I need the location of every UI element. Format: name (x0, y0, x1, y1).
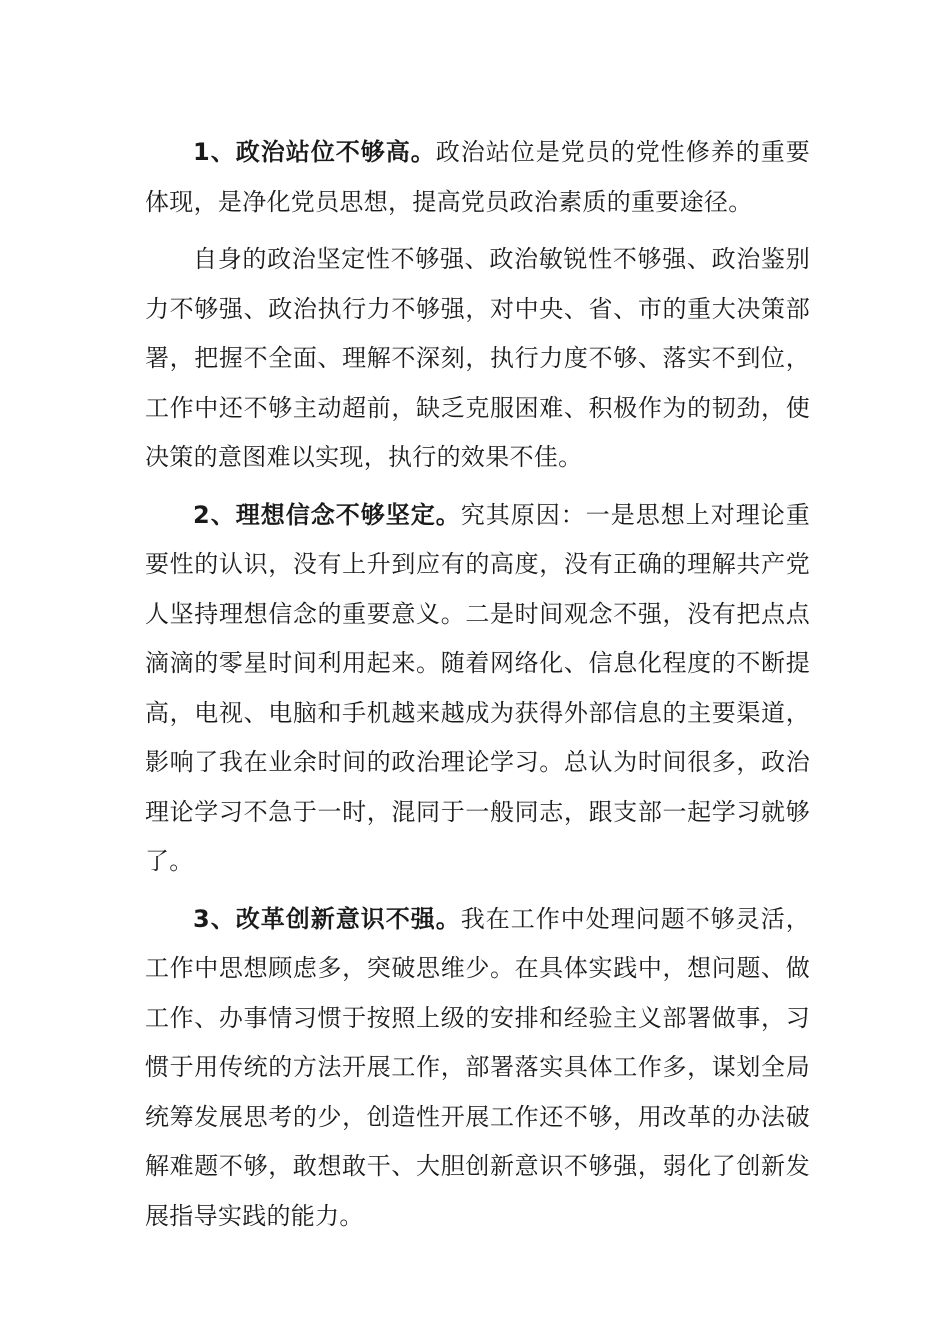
paragraph-text: 政治站位是党员的党性修养的重要体现，是净化党员思想，提高党员政治素质的重要途径。 (145, 138, 811, 216)
paragraph-heading: 2、理想信念不够坚定。 (193, 500, 461, 529)
paragraph-heading: 3、改革创新意识不强。 (193, 904, 461, 933)
paragraph-text: 自身的政治坚定性不够强、政治敏锐性不够强、政治鉴别力不够强、政治执行力不够强，对中央、省、市的重大决策部署，把握不全面、理解不深刻，执行力度不够、落实不到位，工作中还不够主动超前，缺乏克服困难、积极作为的韧劲，使决策的意图难以实现，执行的效果不佳。 (145, 245, 810, 471)
paragraph-reform-innovation (145, 895, 810, 1242)
paragraph-political-stance (145, 128, 810, 227)
paragraph-text: 究其原因：一是思想上对理论重要性的认识，没有上升到应有的高度，没有正确的理解共产党人坚持理想信念的重要意义。二是时间观念不强，没有把点点滴滴的零星时间利用起来。随着网络化、信息化程度的不断提高，电视、电脑和手机越来越成为获得外部信息的主要渠道，影响了我在业余时间的政治理论学习。总认为时间很多，政治理论学习不急于一时，混同于一般同志，跟支部一起学习就够了。 (145, 500, 811, 875)
document-body (145, 128, 810, 1249)
paragraph-ideals-beliefs (145, 491, 810, 887)
paragraph-text: 我在工作中处理问题不够灵活，工作中思想顾虑多，突破思维少。在具体实践中，想问题、做工作、办事情习惯于按照上级的安排和经验主义部署做事，习惯于用传统的方法开展工作，部署落实具体工作多，谋划全局统筹发展思考的少，创造性开展工作还不够，用改革的办法破解难题不够，敢想敢干、大胆创新意识不够强，弱化了创新发展指导实践的能力。 (145, 904, 811, 1230)
paragraph-heading: 1、政治站位不够高。 (193, 138, 436, 166)
paragraph-political-weakness-detail (145, 235, 810, 483)
